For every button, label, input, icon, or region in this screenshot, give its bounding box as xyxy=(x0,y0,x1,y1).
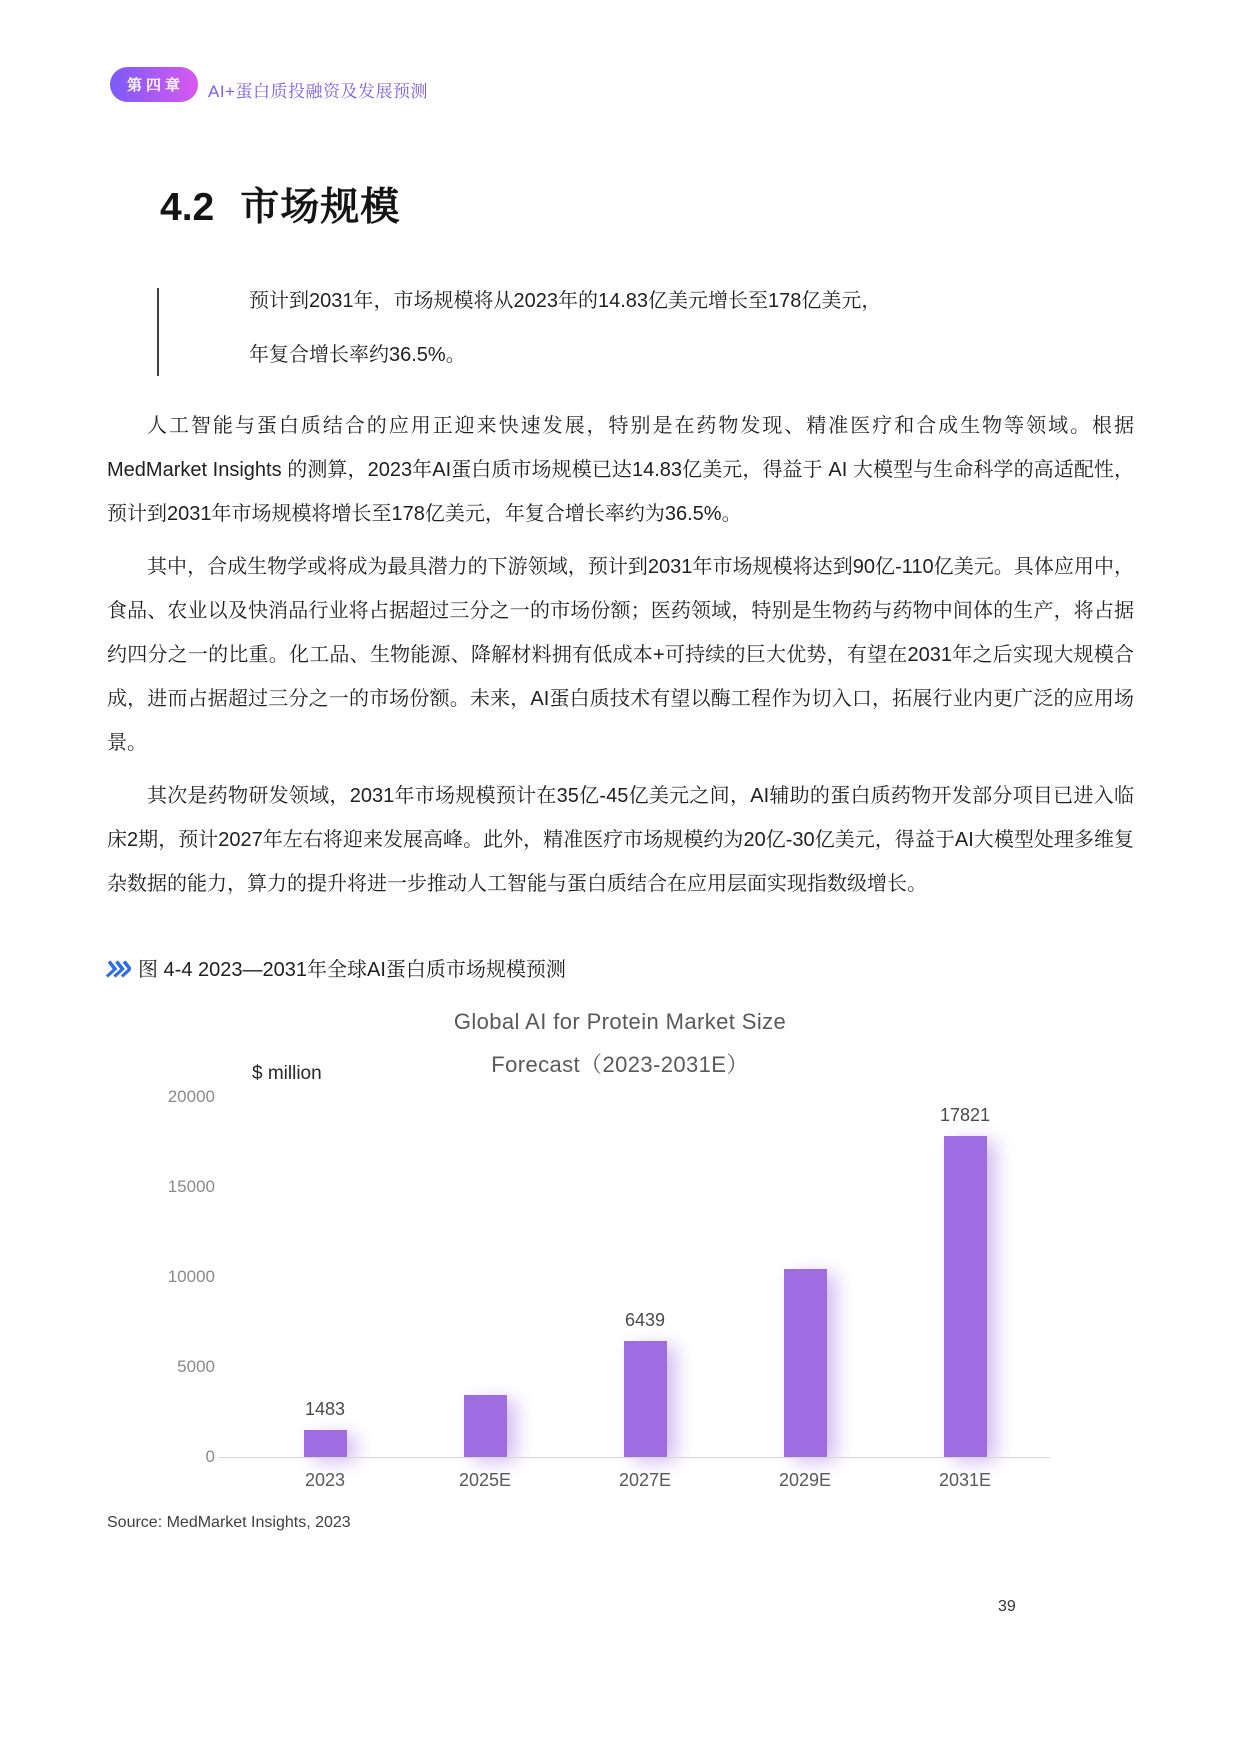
bar-2027E xyxy=(624,1341,667,1457)
bar-2031E xyxy=(944,1136,987,1457)
x-axis-label-2029E: 2029E xyxy=(778,1470,832,1490)
chapter-badge xyxy=(110,67,198,102)
figure-caption-text: 图 4-4 2023—2031年全球AI蛋白质市场规模预测 xyxy=(138,959,566,981)
chart-source-note: Source: MedMarket Insights, 2023 xyxy=(107,1514,351,1531)
bar-group-2023 xyxy=(304,1097,347,1457)
bar-2023 xyxy=(304,1430,347,1457)
bar-group-2027E xyxy=(624,1097,667,1457)
y-axis-unit-label: $ million xyxy=(252,1063,322,1084)
x-axis-label-2031E: 2031E xyxy=(938,1470,992,1490)
quote-line-1: 预计到2031年，市场规模将从2023年的14.83亿美元增长至178亿美元， xyxy=(249,290,882,312)
bar-group-2029E xyxy=(784,1097,827,1457)
bar-2029E xyxy=(784,1269,827,1457)
quote-line-2: 年复合增长率约36.5%。 xyxy=(249,344,466,366)
chapter-badge-label: 第四章 xyxy=(127,77,185,94)
bar-chart-plot-area xyxy=(245,1097,1045,1457)
x-axis-label-2027E: 2027E xyxy=(618,1470,672,1490)
x-axis-label-2025E: 2025E xyxy=(458,1470,512,1490)
y-axis-tick-20000: 20000 xyxy=(167,1087,215,1106)
triple-chevron-icon xyxy=(105,959,133,979)
bar-value-label-2027E: 6439 xyxy=(624,1310,666,1331)
y-axis-tick-15000: 15000 xyxy=(167,1177,215,1196)
page-number: 39 xyxy=(998,1598,1016,1615)
y-axis-tick-0: 0 xyxy=(205,1447,215,1466)
bar-value-label-2023: 1483 xyxy=(304,1399,346,1420)
paragraph-3: 其次是药物研发领域，2031年市场规模预计在35亿-45亿美元之间，AI辅助的蛋白质药物开发部分项目已进入临床2期，预计2027年左右将迎来发展高峰。此外，精准医疗市场规模约为20亿-30亿美元，得益于AI大模型处理多维复杂数据的能力，算力的提升将进一步推动人工智能与蛋白质结合在应用层面实现指数级增长。 xyxy=(107,785,1134,895)
body-text xyxy=(107,404,1134,915)
chart-title-line-2: Forecast（2023-2031E） xyxy=(491,1052,749,1077)
chart-title-line-1: Global AI for Protein Market Size xyxy=(453,1009,787,1034)
paragraph-2: 其中，合成生物学或将成为最具潜力的下游领域，预计到2031年市场规模将达到90亿-110亿美元。具体应用中，食品、农业以及快消品行业将占据超过三分之一的市场份额；医药领域，特别是生物药与药物中间体的生产，将占据约四分之一的比重。化工品、生物能源、降解材料拥有低成本+可持续的巨大优势，有望在2031年之后实现大规模合成，进而占据超过三分之一的市场份额。未来，AI蛋白质技术有望以酶工程作为切入口，拓展行业内更广泛的应用场景。 xyxy=(107,556,1134,754)
y-axis-tick-10000: 10000 xyxy=(167,1267,215,1286)
bar-2025E xyxy=(464,1395,507,1457)
chapter-title: AI+蛋白质投融资及发展预测 xyxy=(208,82,428,101)
key-takeaway-quote xyxy=(157,288,881,376)
x-axis-line xyxy=(218,1457,1050,1458)
section-number: 4.2 xyxy=(160,186,215,229)
section-title-text: 市场规模 xyxy=(240,186,401,229)
paragraph-1: 人工智能与蛋白质结合的应用正迎来快速发展，特别是在药物发现、精准医疗和合成生物等领域。根据 MedMarket Insights 的测算，2023年AI蛋白质市场规模已达14.83亿美元，得益于 AI 大模型与生命科学的高适配性，预计到2031年市场规模将增长至178亿美元，年复合增长率约为36.5%。 xyxy=(107,415,1134,525)
section-title xyxy=(160,176,400,232)
bar-group-2031E xyxy=(939,1097,991,1457)
y-axis-tick-5000: 5000 xyxy=(177,1357,215,1376)
bar-value-label-2031E: 17821 xyxy=(939,1105,991,1126)
x-axis-label-2023: 2023 xyxy=(304,1470,346,1490)
figure-caption xyxy=(106,953,566,982)
bar-group-2025E xyxy=(464,1097,507,1457)
x-axis-labels xyxy=(245,1470,1045,1491)
